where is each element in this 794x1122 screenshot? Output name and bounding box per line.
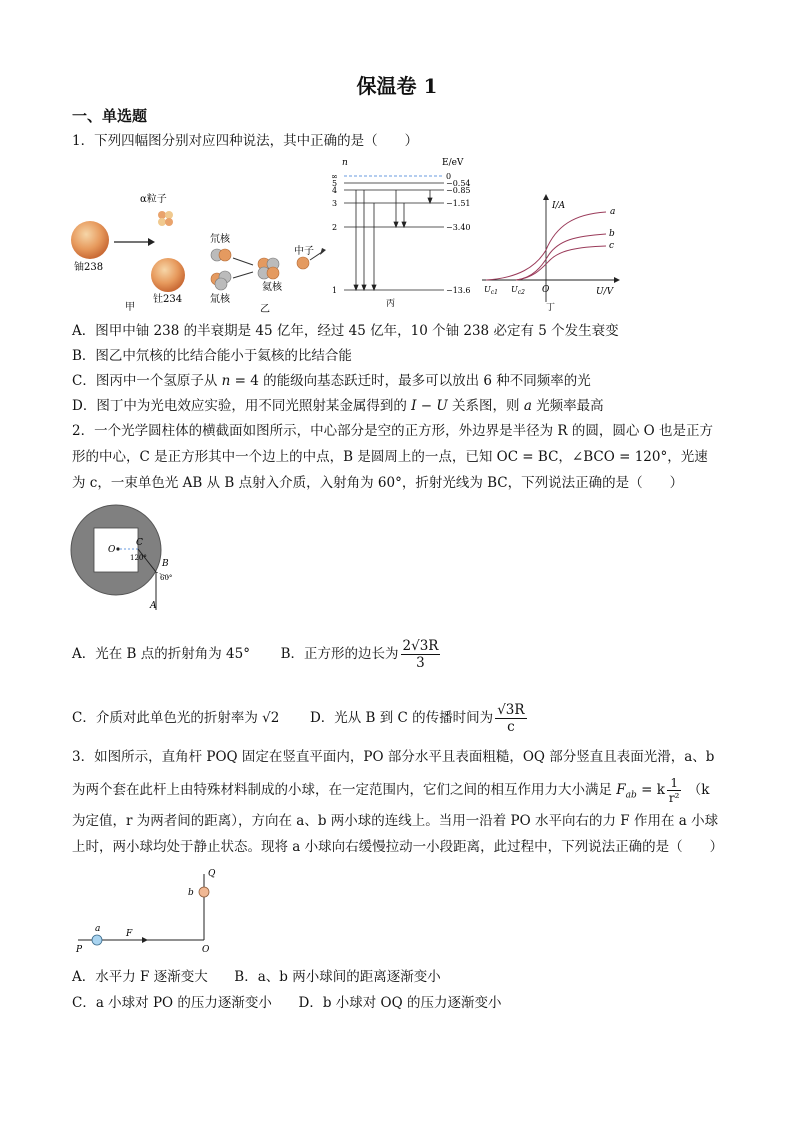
label-q: Q <box>208 869 216 879</box>
q3-options-row-1 <box>72 968 441 986</box>
curve-c-label: c <box>609 241 615 251</box>
q2-line-1: 2．一个光学圆柱体的横截面如图所示，中心部分是空的正方形，外边界是半径为 R 的圆，圆心 O 也是正方 <box>72 423 713 439</box>
uc2-label: $U_{c2}$ <box>511 285 525 296</box>
curve-b <box>516 234 606 280</box>
q1-stem: 1．下列四幅图分别对应四种说法，其中正确的是（ ） <box>72 133 419 149</box>
q3-options-row-2 <box>72 994 501 1012</box>
q1-option-b: B．图乙中氘核的比结合能小于氦核的比结合能 <box>72 348 352 364</box>
page-title: 保温卷 1 <box>356 74 438 98</box>
q2-options-row-2 <box>72 702 529 735</box>
energy-axis-label: E/eV <box>442 158 464 168</box>
q3-line-4: 上时，两小球均处于静止状态。现将 a 小球向右缓慢拉动一小段距离，此过程中，下列说法正确的是（ ） <box>72 839 724 855</box>
q1-option-a: A．图甲中铀 238 的半衰期是 45 亿年，经过 45 亿年，10 个铀 238 必定有 5 个发生衰变 <box>72 323 619 339</box>
label-o: O <box>108 545 116 555</box>
origin-label: O <box>542 285 550 295</box>
q2-line-2: 形的中心，C 是正方形其中一个边上的中点，B 是圆周上的一点，已知 OC = BC，∠BCO = 120°，光速 <box>72 449 708 465</box>
alpha-label: α粒子 <box>140 194 167 205</box>
fig-bing-caption: 丙 <box>386 299 396 309</box>
fig-ding-caption: 丁 <box>546 303 556 313</box>
deuteron-label: 氘核 <box>210 234 230 245</box>
e-4: −0.85 <box>446 186 471 195</box>
angle-60: 60° <box>160 574 173 582</box>
label-a: A <box>150 601 157 611</box>
n-5: 5 <box>332 179 338 188</box>
q1-figure-bing <box>318 156 478 314</box>
q1-figure-yi <box>198 230 328 320</box>
th234-label: 钍234 <box>153 294 183 305</box>
q1-figure-ding <box>478 192 628 314</box>
label-o: O <box>202 945 210 955</box>
q2-line-3: 为 c，一束单色光 AB 从 B 点射入介质，入射角为 60°，折射光线为 BC，下列说法正确的是（ ） <box>72 475 684 491</box>
center-point <box>116 547 119 550</box>
ball-b-icon <box>199 887 209 897</box>
transition-arrows <box>354 190 432 290</box>
q3-option-b: B．a、b 两小球间的距离逐渐变小 <box>234 969 441 985</box>
e-5: −0.54 <box>446 179 471 188</box>
q2-option-d: D．光从 B 到 C 的传播时间为 $\frac{√3R}{c}$ <box>309 702 525 735</box>
uranium-nucleus-icon <box>71 221 109 259</box>
n-axis-label: n <box>342 158 348 168</box>
u-axis-label: U/V <box>596 287 614 297</box>
q2-option-a: A．光在 B 点的折射角为 45° <box>72 646 250 662</box>
label-p: P <box>76 945 83 955</box>
n-1: 1 <box>332 286 338 295</box>
hollow-square <box>94 528 138 572</box>
q3-option-d: D．b 小球对 OQ 的压力逐渐变小 <box>298 995 502 1011</box>
fig-yi-caption: 乙 <box>260 304 270 315</box>
n-2: 2 <box>332 223 338 232</box>
n-3: 3 <box>332 199 338 208</box>
q2-figure <box>70 498 190 616</box>
i-axis-label: I/A <box>552 201 566 211</box>
q1-option-c: C．图丙中一个氢原子从 n = 4 的能级向基态跃迁时，最多可以放出 6 种不同频率的光 <box>72 373 591 389</box>
neutron-icon <box>297 257 309 269</box>
label-c: C <box>136 538 143 548</box>
u238-label: 铀238 <box>74 262 104 273</box>
q3-line-1: 3．如图所示，直角杆 POQ 固定在竖直平面内，PO 部分水平且表面粗糙，OQ 部分竖直且表面光滑，a、b <box>72 749 715 765</box>
n-4: 4 <box>332 186 338 195</box>
angle-120: 120° <box>130 554 147 562</box>
e-1: −13.6 <box>446 286 471 295</box>
curve-a-label: a <box>610 207 616 217</box>
alpha-particle-icon <box>158 211 166 219</box>
q3-line-3: 为定值，r 为两者间的距离），方向在 a、b 两小球的连线上。当用一沿着 PO 水平向右的力 F 作用在 a 小球 <box>72 813 719 829</box>
label-b: B <box>162 559 169 569</box>
q2-option-c: C．介质对此单色光的折射率为 √2 <box>72 710 280 726</box>
q2-option-b: B．正方形的边长为 $\frac{2√3R}{3}$ <box>280 638 439 671</box>
label-b: b <box>188 888 194 898</box>
label-a: a <box>95 924 101 934</box>
thorium-nucleus-icon <box>151 258 185 292</box>
curve-b-label: b <box>609 229 615 239</box>
label-f: F <box>126 929 133 939</box>
helium-label: 氦核 <box>262 282 282 293</box>
e-inf: 0 <box>446 172 452 181</box>
uc1-label: $U_{c1}$ <box>484 285 498 296</box>
q3-option-a: A．水平力 F 逐渐变大 <box>72 969 208 985</box>
q3-option-c: C．a 小球对 PO 的压力逐渐变小 <box>72 995 272 1011</box>
e-2: −3.40 <box>446 223 471 232</box>
q3-line-2: 为两个套在此杆上由特殊材料制成的小球，在一定范围内，它们之间的相互作用力大小满足 $F_{ab} = k$ $\frac{1}{\text{r²}}$ （k <box>72 776 710 805</box>
triton-label: 氚核 <box>210 294 230 305</box>
n-inf: ∞ <box>331 172 338 181</box>
ball-a-icon <box>92 935 102 945</box>
q2-options-row-1 <box>72 638 442 671</box>
q1-figure-jia <box>70 190 190 315</box>
e-3: −1.51 <box>446 199 471 208</box>
curve-c <box>516 246 606 280</box>
fig-jia-caption: 甲 <box>125 302 135 313</box>
q3-figure <box>70 866 220 956</box>
neutron-label: 中子 <box>294 246 314 257</box>
section-heading: 一、单选题 <box>72 107 148 125</box>
q1-option-d: D．图丁中为光电效应实验，用不同光照射某金属得到的 I − U 关系图，则 a 光频率最高 <box>72 398 604 414</box>
